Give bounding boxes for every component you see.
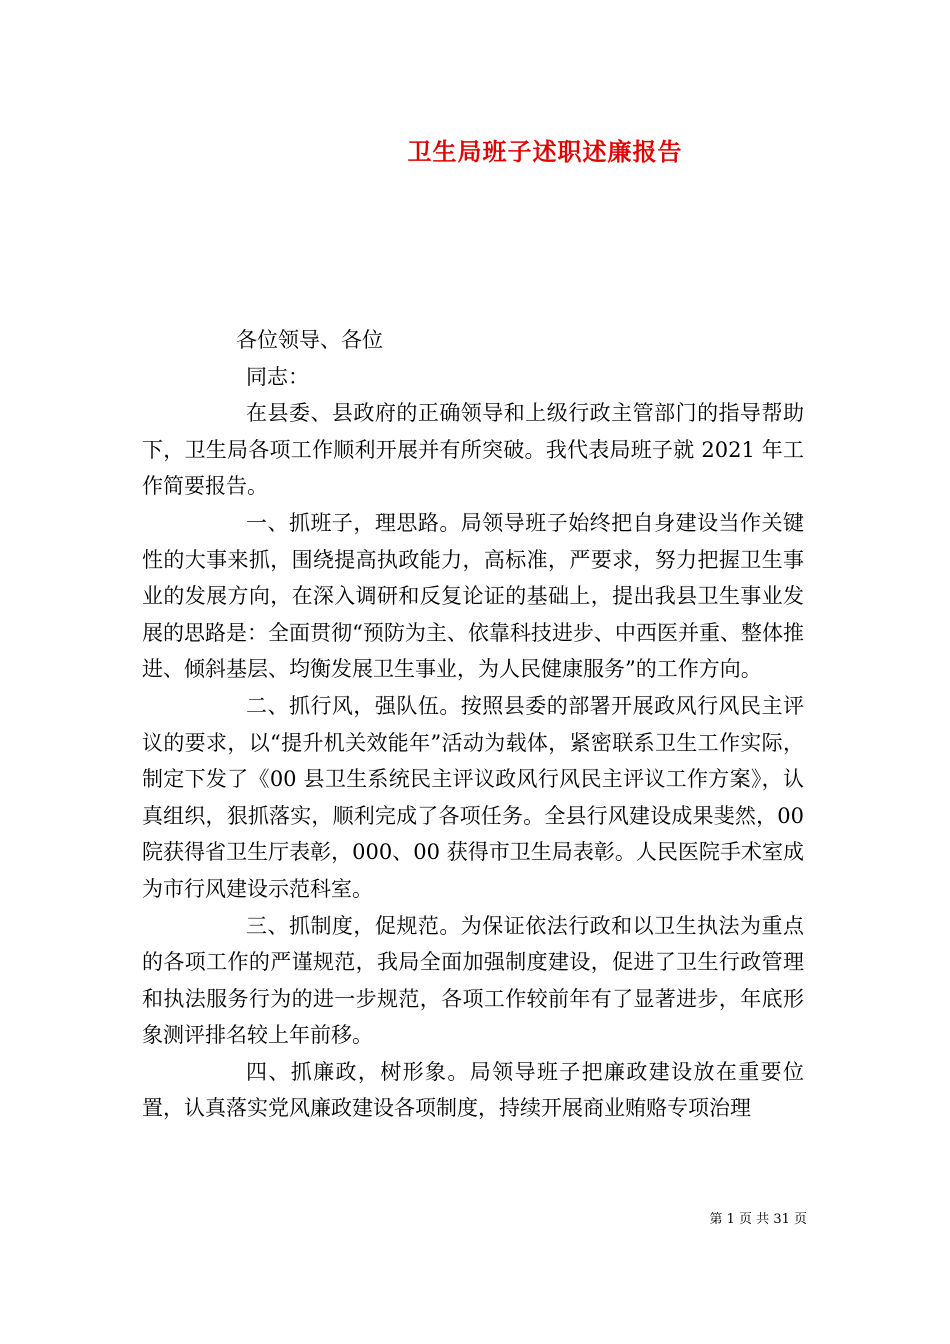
paragraph-section-3: 三、抓制度，促规范。为保证依法行政和以卫生执法为重点的各项工作的严谨规范，我局全面加强制度建设，促进了卫生行政管理和执法服务行为的进一步规范，各项工作较前年有了显著进步，年底形象测评排名较上年前移。 <box>142 913 804 1048</box>
page-number: 第 1 页 共 31 页 <box>709 1212 807 1227</box>
document-body <box>142 322 804 1127</box>
salutation-line-1: 各位领导、各位 <box>236 328 383 352</box>
salutation-line-2: 同志： <box>246 364 309 389</box>
paragraph-section-1: 一、抓班子，理思路。局领导班子始终把自身建设当作关键性的大事来抓，围绕提高执政能力，高标准，严要求，努力把握卫生事业的发展方向，在深入调研和反复论证的基础上，提出我县卫生事业发展的思路是：全面贯彻“预防为主、依靠科技进步、中西医并重、整体推进、倾斜基层、均衡发展卫生事业，为人民健康服务”的工作方向。 <box>142 510 804 682</box>
paragraph-section-4: 四、抓廉政，树形象。局领导班子把廉政建设放在重要位置，认真落实党风廉政建设各项制度，持续开展商业贿赂专项治理 <box>142 1059 804 1121</box>
paragraph-intro: 在县委、县政府的正确领导和上级行政主管部门的指导帮助下，卫生局各项工作顺利开展并有所突破。我代表局班子就 2021 年工作简要报告。 <box>142 401 804 499</box>
paragraph-section-2: 二、抓行风，强队伍。按照县委的部署开展政风行风民主评议的要求，以“提升机关效能年”活动为载体，紧密联系卫生工作实际，制定下发了《00 县卫生系统民主评议政风行风民主评议工作方案》，认真组织，狠抓落实，顺利完成了各项任务。全县行风建设成果斐然，00 院获得省卫生厅表彰，000、00 获得市卫生局表彰。人民医院手术室成为市行风建设示范科室。 <box>142 693 804 901</box>
document-title: 卫生局班子述职述廉报告 <box>407 137 683 166</box>
